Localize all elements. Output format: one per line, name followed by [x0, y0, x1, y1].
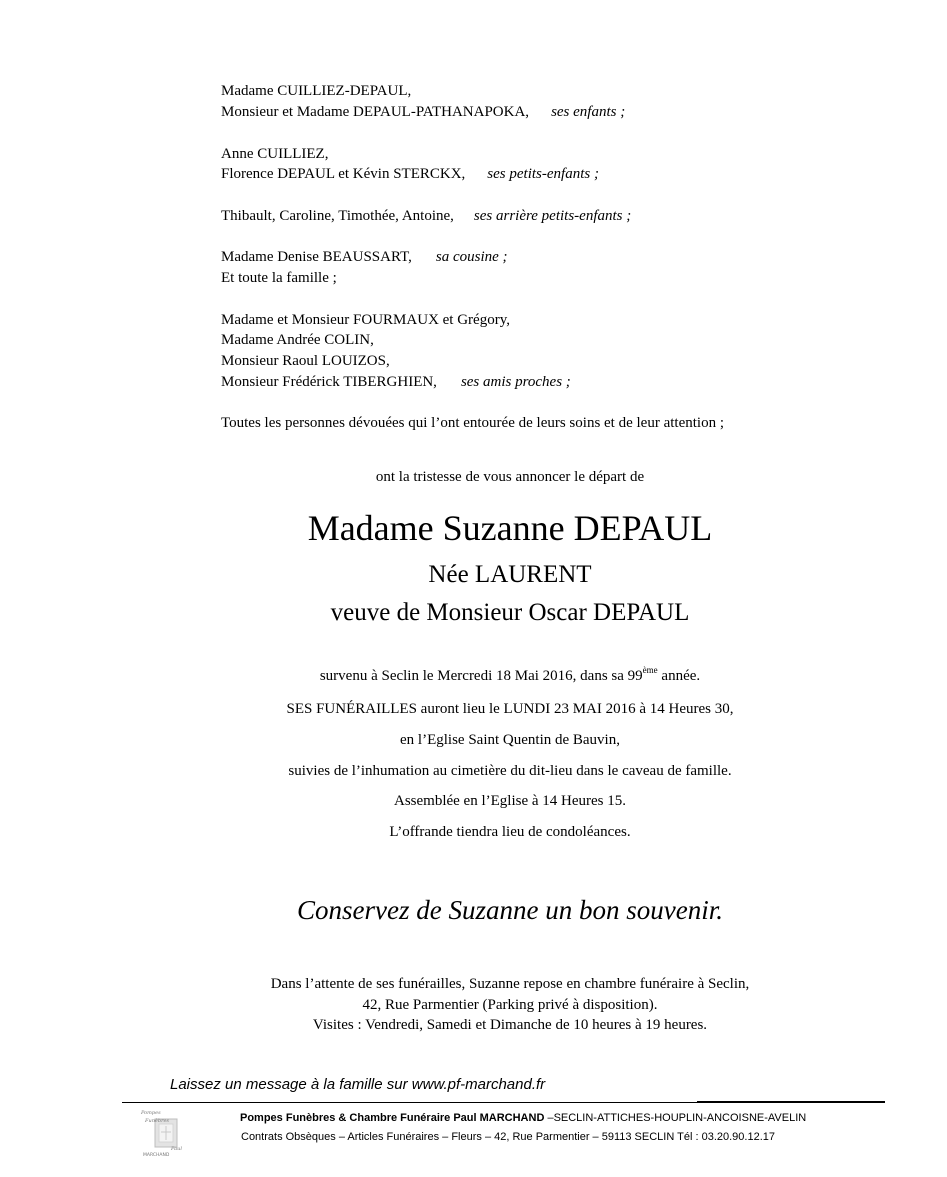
death-details: [0, 667, 947, 685]
family-name-text: Monsieur et Madame DEPAUL-PATHANAPOKA,: [221, 104, 530, 120]
logo-text: Paul: [171, 1146, 182, 1152]
friends-line-1: [221, 311, 510, 329]
family-name-text: Thibault, Caroline, Timothée, Antoine,: [221, 208, 454, 224]
funeral-date: SES FUNÉRAILLES auront lieu le LUNDI 23 MAI 2016 à 14 Heures 30,: [286, 701, 734, 717]
logo-text: Pompes: [141, 1110, 161, 1116]
caregivers-text: Toutes les personnes dévouées qui l’ont entourée de leurs soins et de leur attention ;: [221, 415, 724, 431]
offering-note: L’offrande tiendra lieu de condoléances.: [389, 824, 631, 840]
widow-of: veuve de Monsieur Oscar DEPAUL: [330, 599, 690, 626]
deceased-name: Madame Suzanne DEPAUL: [307, 508, 713, 548]
footer-divider: [122, 1102, 885, 1103]
announcement-intro: ont la tristesse de vous annoncer le départ de: [375, 469, 645, 485]
church-location: en l’Eglise Saint Quentin de Bauvin,: [400, 732, 620, 748]
relation-label: ses petits-enfants ;: [487, 166, 599, 182]
cousin-line: [221, 248, 508, 266]
company-name: Pompes Funèbres & Chambre Funéraire Paul MARCHAND: [240, 1112, 545, 1124]
children-line-1: [221, 82, 411, 100]
grandchildren-line-2: [221, 165, 599, 183]
relation-label: sa cousine ;: [435, 249, 508, 265]
logo-text: MARCHAND: [143, 1153, 170, 1158]
assembly-time: Assemblée en l’Eglise à 14 Heures 15.: [393, 793, 627, 809]
relation-label: ses enfants ;: [551, 104, 626, 120]
caregivers-line: [221, 414, 724, 432]
family-name-text: Madame et Monsieur FOURMAUX et Grégory,: [221, 312, 510, 328]
family-name-text: Monsieur Raoul LOUIZOS,: [221, 353, 390, 369]
friends-line-2: [221, 331, 374, 349]
burial-details: suivies de l’inhumation au cimetière du dit-lieu dans le caveau de famille.: [288, 763, 732, 779]
great-grandchildren-line: [221, 207, 631, 225]
friends-line-4: [221, 373, 571, 391]
maiden-name: Née LAURENT: [428, 561, 592, 588]
death-text-end: année.: [657, 668, 701, 684]
ordinal-suffix: ème: [642, 665, 658, 675]
online-message-link[interactable]: Laissez un message à la famille sur www.pf-marchand.fr: [170, 1076, 546, 1093]
family-line: [221, 269, 337, 287]
company-towns: –SECLIN-ATTICHES-HOUPLIN-ANCOISNE-AVELIN: [544, 1112, 807, 1124]
visit-line-1: Dans l’attente de ses funérailles, Suzanne repose en chambre funéraire à Seclin,: [270, 976, 750, 992]
family-name-text: Madame Andrée COLIN,: [221, 332, 374, 348]
death-text: survenu à Seclin le Mercredi 18 Mai 2016, dans sa 99: [319, 668, 643, 684]
company-contact: Contrats Obsèques – Articles Funéraires – Fleurs – 42, Rue Parmentier – 59113 SECLIN Tél : 03.20.90.12.17: [241, 1131, 775, 1143]
family-name-text: Madame Denise BEAUSSART,: [221, 249, 412, 265]
family-name-text: Florence DEPAUL et Kévin STERCKX,: [221, 166, 466, 182]
relation-label: ses amis proches ;: [460, 374, 571, 390]
relation-label: ses arrière petits-enfants ;: [473, 208, 632, 224]
family-text: Et toute la famille ;: [221, 270, 337, 286]
children-line-2: [221, 103, 625, 121]
visit-line-3: Visites : Vendredi, Samedi et Dimanche de 10 heures à 19 heures.: [312, 1017, 708, 1033]
family-name-text: Anne CUILLIEZ,: [221, 146, 329, 162]
company-line: [240, 1111, 806, 1125]
family-name-text: Madame CUILLIEZ-DEPAUL,: [221, 83, 412, 99]
logo-text: Funèbres: [145, 1118, 169, 1124]
visit-line-2: 42, Rue Parmentier (Parking privé à disposition).: [362, 997, 658, 1013]
company-logo: [141, 1110, 193, 1160]
friends-line-3: [221, 352, 390, 370]
memory-line: Conservez de Suzanne un bon souvenir.: [297, 895, 723, 925]
grandchildren-line-1: [221, 145, 328, 163]
family-name-text: Monsieur Frédérick TIBERGHIEN,: [221, 374, 437, 390]
